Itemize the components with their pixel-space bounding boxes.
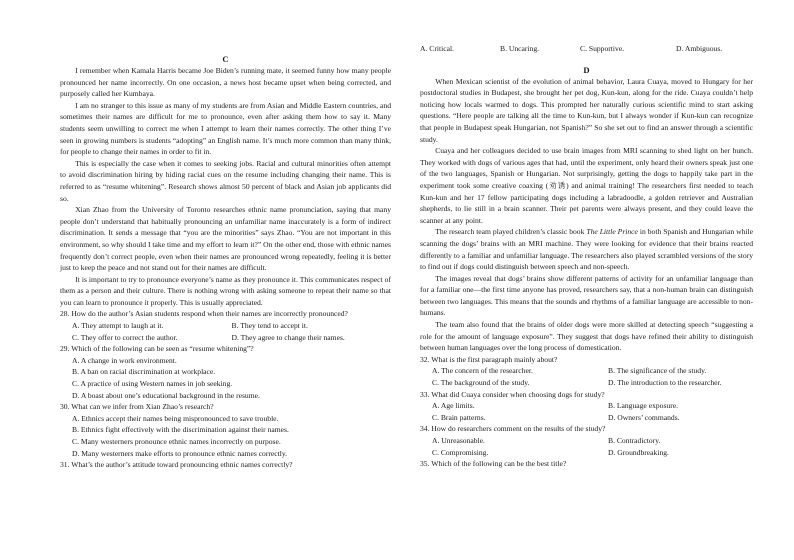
question-stem: 28. How do the author’s Asian students respond when their names are incorrectly pronounced? (60, 309, 348, 319)
paragraph-text: in both Spanish and Hungarian while scanning the dogs’ brains with an MRI machine. They were looking for evidence that their brains reacted differently to a familiar and unfamiliar language. The researchers also played scrambled versions of the story to find out if dogs could distinguish between speech and non-speech. (420, 227, 753, 272)
right-column (420, 43, 753, 470)
option-d[interactable]: D. Owners’ commands. (608, 412, 680, 422)
question-stem: 30. What can we infer from Xian Zhao’s research? (60, 402, 214, 412)
passage-c-paragraph-4: Xian Zhao from the University of Toronto researches ethnic name pronunciation, saying that many people don’t understand that habitually pronouncing an unfamiliar name inaccurately is a form of indirect discrimination. It sends a message that “you are the minorities” says Zhao. “You are not important in this environment, so why should I take time and my effort to learn it?” On the other end, those with ethnic names frequently don’t correct people, even when their names are pronounced wrong repeatedly, feeling it is better just to keep the peace and not stand out for their names are difficult. (60, 205, 391, 273)
option-c[interactable]: C. Supportive. (580, 44, 625, 53)
question-34 (420, 423, 753, 458)
option-b[interactable]: B. They tend to accept it. (231, 321, 308, 331)
option-a[interactable]: A. A change in work environment. (72, 355, 177, 365)
passage-c-paragraph-3: This is especially the case when it comes to seeking jobs. Racial and cultural minorities often attempt to avoid discrimination hiring by hiding racial cues on the resume including changing their name. This is referred to as “resume whitening”. Research shows almost 50 percent of black and Asian job applicants did so. (60, 158, 391, 203)
option-b[interactable]: B. Ethnics fight effectively with the discrimination against their names. (72, 425, 289, 435)
question-35 (420, 458, 753, 470)
question-30 (60, 401, 391, 459)
paragraph-text: The research team played children’s classic book (435, 227, 587, 237)
option-a[interactable]: A. The concern of the researcher. (432, 366, 533, 376)
option-c[interactable]: C. Brain patterns. (432, 412, 486, 422)
section-heading-d: D (583, 64, 590, 75)
passage-d-paragraph-2: Cuaya and her colleagues decided to use brain images from MRI scanning to shed light on her hunch. They worked with dogs of various ages that had, until the experiment, only heard their owners speak just one of the two languages, Spanish or Hungarian. Not surprisingly, getting the dogs to happily take part in the experiment took some creative coaxing (劝诱) and animal training! The researchers first needed to teach Kun-kun and her 17 fellow participating dogs including a labradoodle, a golden retriever and Australian shepherds, to lie still in a brain scanner. Their pet parents were always present, and they could leave the scanner at any point. (420, 146, 753, 225)
option-d[interactable]: D. Ambiguous. (676, 44, 723, 53)
option-c[interactable]: C. Compromising. (432, 447, 489, 457)
question-32 (420, 354, 753, 389)
option-d[interactable]: D. Groundbreaking. (608, 447, 669, 457)
option-b[interactable]: B. Uncaring. (500, 44, 540, 53)
left-column (60, 54, 391, 471)
option-a[interactable]: A. Unreasonable. (432, 436, 485, 445)
option-c[interactable]: C. They offer to correct the author. (72, 332, 178, 342)
option-a[interactable]: A. Ethnics accept their names being mispronounced to save trouble. (72, 413, 279, 423)
question-28 (60, 308, 391, 343)
option-a[interactable]: A. Critical. (420, 44, 454, 53)
question-stem: 32. What is the first paragraph mainly about? (420, 354, 558, 364)
option-d[interactable]: D. A boast about one’s educational background in the resume. (72, 390, 260, 400)
option-d[interactable]: D. They agree to change their names. (231, 332, 345, 342)
question-31-options (420, 43, 753, 55)
question-stem: 35. Which of the following can be the best title? (420, 459, 567, 469)
option-c[interactable]: C. The background of the study. (432, 378, 530, 388)
option-b[interactable]: B. The significance of the study. (608, 366, 707, 376)
option-d[interactable]: D. The introduction to the researcher. (608, 378, 722, 388)
passage-d-paragraph-4: The images reveal that dogs’ brains show different patterns of activity for an unfamiliar language than for a familiar one—the first time anyone has proved, researchers say, that a non-human brain can distinguish between two languages. This means that the sounds and rhythms of a familiar language are accessible to non-humans. (420, 273, 753, 318)
passage-d-paragraph-1: When Mexican scientist of the evolution of animal behavior, Laura Cuaya, moved to Hungary for her postdoctoral studies in Budapest, she brought her pet dog, Kun-kun, along for the ride. Cuaya couldn’t help noticing how locals warmed to dogs. This prompted her naturally curious scientific mind to start asking questions. “Here people are talking all the time to Kun-kun, but I always wonder if Kun-kun can recognize that people in Budapest speak Hungarian, not Spanish?” So she set out to find an answer through a scientific study. (420, 76, 753, 144)
book-title: The Little Prince (586, 227, 638, 237)
option-c[interactable]: C. Many westerners pronounce ethnic names incorrectly on purpose. (72, 437, 281, 446)
passage-c-paragraph-2: I am no stranger to this issue as many of my students are from Asian and Middle Eastern countries, and sometimes their names are difficult for me to pronounce, even after asking them how to say it. Many students seem unwilling to correct me when I attempt to learn their names correctly. The other thing I’ve seen in growing numbers is students “adopting” an English name. It’s much more common than many think, for people to change their names in order to fit in. (60, 100, 391, 157)
option-b[interactable]: B. A ban on racial discrimination at workplace. (72, 367, 216, 377)
passage-d-paragraph-3 (420, 226, 753, 272)
question-stem: 31. What’s the author’s attitude toward pronouncing ethnic names correctly? (60, 460, 293, 470)
question-stem: 33. What did Cuaya consider when choosing dogs for study? (420, 389, 605, 399)
option-b[interactable]: B. Contradictory. (608, 436, 661, 445)
option-c[interactable]: C. A practice of using Western names in job seeking. (72, 379, 233, 389)
passage-c-paragraph-1: I remember when Kamala Harris became Joe Biden’s running mate, it seemed funny how many people pronounced her name incorrectly. On one occasion, a news host became upset when being corrected, and purposely called her Kumbaya. (60, 66, 391, 99)
question-33 (420, 389, 753, 424)
question-31 (60, 459, 391, 471)
option-d[interactable]: D. Many westerners make efforts to pronounce ethnic names correctly. (72, 448, 288, 458)
question-stem: 29. Which of the following can be seen as “resume whitening”? (60, 344, 254, 354)
option-a[interactable]: A. They attempt to laugh at it. (72, 321, 164, 331)
passage-c-paragraph-5: It is important to try to pronounce everyone’s name as they pronounce it. This communicates respect of them as a person and their culture. There is nothing wrong with asking someone to repeat their name so that you can learn to pronounce it properly. This is usually appreciated. (60, 274, 391, 307)
section-heading-c: C (222, 54, 229, 64)
passage-d-paragraph-5: The team also found that the brains of older dogs were more skilled at detecting speech “suggesting a role for the amount of language exposure”. They suggest that dogs have refined their ability to distinguish between human languages over the long process of domestication. (420, 320, 753, 353)
option-b[interactable]: B. Language exposure. (608, 401, 679, 411)
question-29 (60, 343, 391, 401)
option-a[interactable]: A. Age limits. (432, 401, 475, 411)
question-stem: 34. How do researchers comment on the results of the study? (420, 424, 606, 434)
